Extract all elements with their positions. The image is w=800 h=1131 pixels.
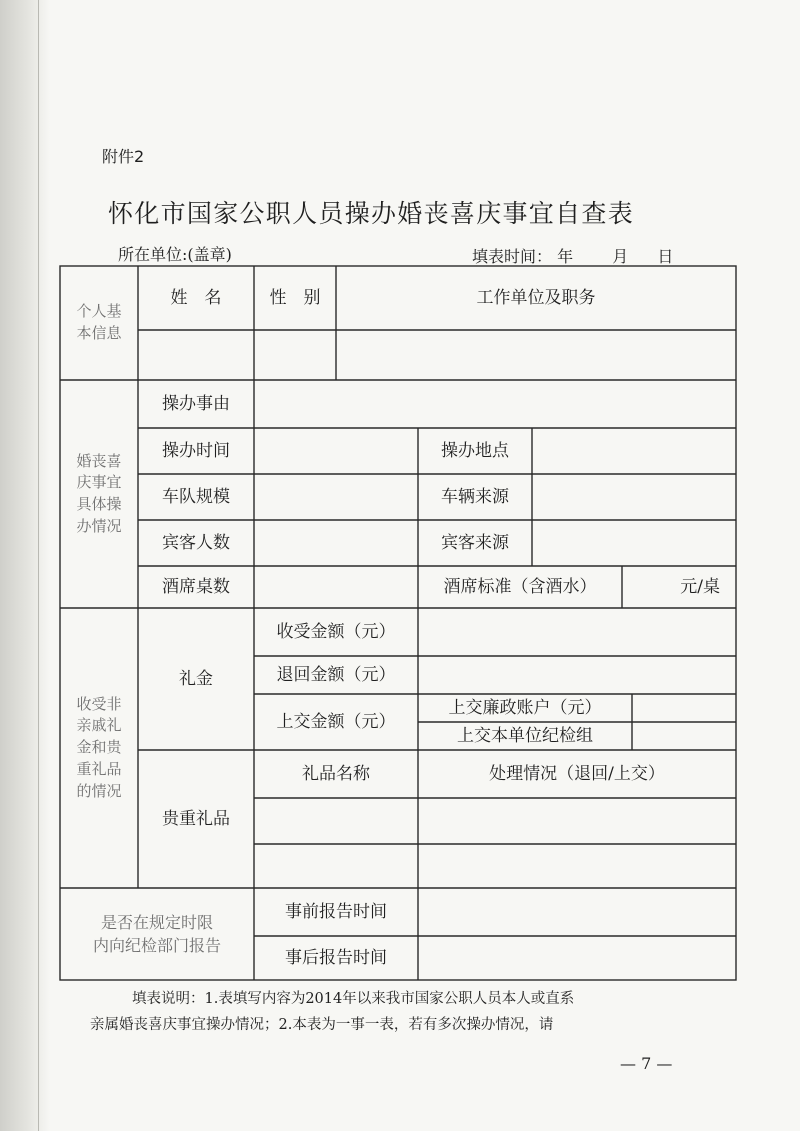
- handling-field-2[interactable]: [418, 844, 736, 888]
- time-label: 操办时间: [162, 440, 230, 461]
- date-year: 年: [557, 247, 574, 266]
- time-field[interactable]: [254, 428, 418, 474]
- discipline-group-label: 上交本单位纪检组: [457, 725, 593, 746]
- reason-field[interactable]: [254, 380, 736, 428]
- date-month: 月: [612, 247, 629, 266]
- date-day: 日: [657, 247, 674, 266]
- gender-field[interactable]: [254, 330, 336, 380]
- reason-label: 操办事由: [162, 393, 230, 414]
- per-table-unit: 元/桌: [680, 576, 720, 597]
- binding-shadow: [0, 0, 50, 1131]
- valuable-gift-label: 贵重礼品: [162, 808, 230, 829]
- place-field[interactable]: [532, 428, 736, 474]
- work-header: 工作单位及职务: [476, 287, 596, 308]
- fleet-field[interactable]: [254, 474, 418, 520]
- notes-line-2: 亲属婚丧喜庆事宜操办情况；2.本表为一事一表，若有多次操办情况，请: [90, 1017, 554, 1033]
- fill-date: [472, 244, 673, 267]
- section-personal-info: 个人基 本信息: [76, 302, 122, 342]
- tables-label: 酒席桌数: [162, 576, 230, 597]
- notes-line-1: 填表说明：1.表填写内容为2014年以来我市国家公职人员本人或直系: [132, 991, 575, 1007]
- returned-amount-field[interactable]: [418, 656, 736, 694]
- handling-field-1[interactable]: [418, 798, 736, 844]
- received-amount-label: 收受金额（元）: [276, 621, 396, 642]
- fleet-label: 车队规模: [162, 486, 230, 507]
- gift-name-field-1[interactable]: [254, 798, 418, 844]
- handed-amount-label: 上交金额（元）: [276, 711, 396, 732]
- guest-source-field[interactable]: [532, 520, 736, 566]
- section-gifts: 收受非 亲戚礼 金和贵 重礼品 的情况: [76, 694, 122, 800]
- report-after-label: 事后报告时间: [285, 947, 387, 968]
- work-field[interactable]: [336, 330, 736, 380]
- binding-line: [38, 0, 39, 1131]
- banquet-standard-label: 酒席标准（含酒水）: [443, 576, 597, 597]
- gender-header: 性 别: [269, 287, 321, 308]
- guests-field[interactable]: [254, 520, 418, 566]
- integrity-account-label: 上交廉政账户（元）: [448, 697, 602, 718]
- guest-source-label: 宾客来源: [441, 532, 509, 553]
- attachment-label: 附件2: [102, 147, 145, 166]
- gift-name-header: 礼品名称: [302, 763, 370, 784]
- integrity-account-field[interactable]: [632, 694, 736, 722]
- gift-name-field-2[interactable]: [254, 844, 418, 888]
- vehicle-source-label: 车辆来源: [441, 486, 509, 507]
- report-after-field[interactable]: [418, 936, 736, 980]
- date-label: 填表时间：: [472, 247, 553, 266]
- unit-label: 所在单位:(盖章): [118, 245, 232, 264]
- form-title: 怀化市国家公职人员操办婚丧喜庆事宜自查表: [108, 199, 635, 228]
- name-field[interactable]: [138, 330, 254, 380]
- tables-field[interactable]: [254, 566, 418, 608]
- name-header: 姓 名: [170, 287, 222, 308]
- section-report: 是否在规定时限 内向纪检部门报告: [92, 912, 221, 955]
- report-before-field[interactable]: [418, 888, 736, 936]
- place-label: 操办地点: [441, 440, 509, 461]
- page-number: — 7 —: [620, 1054, 673, 1073]
- section-event-details: 婚丧喜 庆事宜 具体操 办情况: [76, 451, 122, 535]
- discipline-group-field[interactable]: [632, 722, 736, 750]
- fill-instructions: [90, 986, 706, 1038]
- guests-label: 宾客人数: [162, 532, 230, 553]
- vehicle-source-field[interactable]: [532, 474, 736, 520]
- report-before-label: 事前报告时间: [285, 901, 387, 922]
- handling-header: 处理情况（退回/上交）: [489, 763, 665, 784]
- cash-gift-label: 礼金: [179, 668, 213, 689]
- returned-amount-label: 退回金额（元）: [276, 664, 396, 685]
- received-amount-field[interactable]: [418, 608, 736, 656]
